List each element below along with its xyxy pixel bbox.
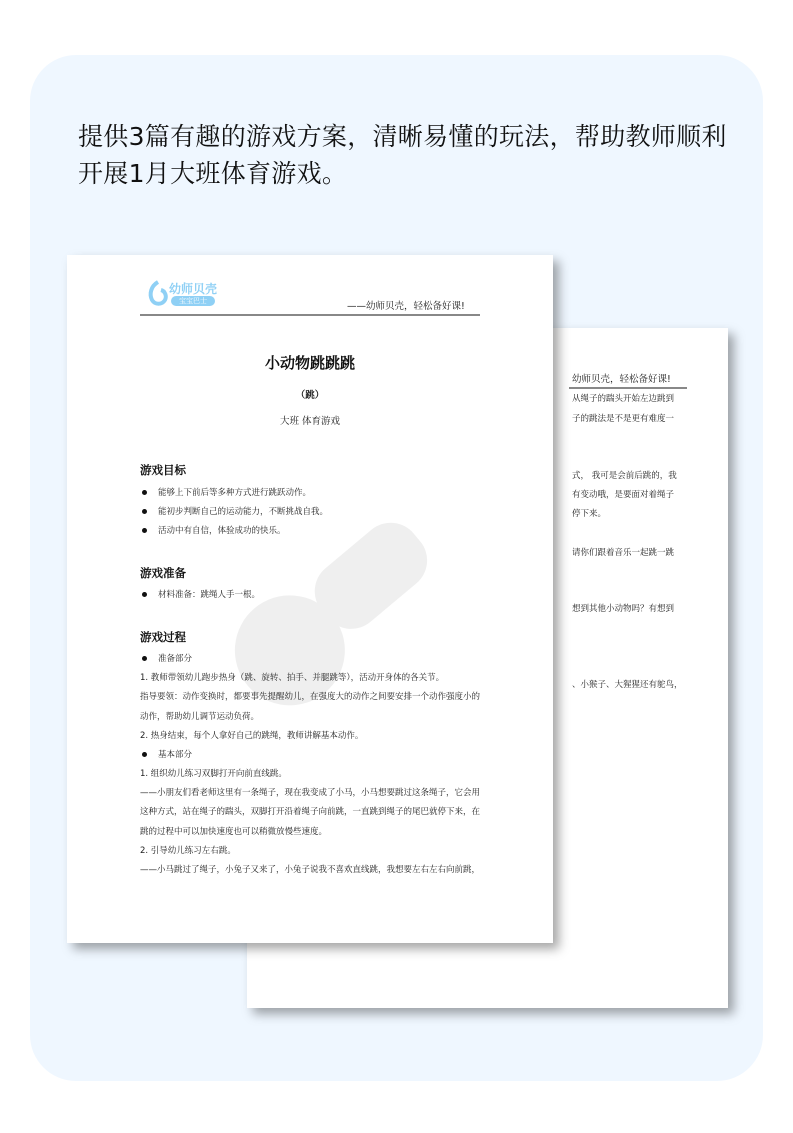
text-line: ——小朋友们看老师这里有一条绳子，现在我变成了小马，小马想要跳过这条绳子，它会用 — [140, 788, 481, 798]
bullet-icon — [142, 509, 147, 514]
text-line: 有变动哦，是要面对着绳子 — [572, 490, 675, 500]
text-line: 动作，帮助幼儿调节运动负荷。 — [140, 712, 260, 722]
logo-subtext: 宝宝巴士 — [171, 296, 215, 306]
header-rule — [140, 314, 480, 316]
shell-logo-icon — [147, 280, 169, 306]
section-heading: 游戏过程 — [140, 630, 186, 644]
text-line: 1. 组织幼儿练习双脚打开向前直线跳。 — [140, 769, 287, 779]
text-line: 、小猴子、大猩猩还有鸵鸟， — [572, 680, 683, 690]
bullet-icon — [142, 752, 147, 757]
doc-subtitle: （跳） — [295, 390, 325, 401]
list-item: 材料准备：跳绳人手一根。 — [158, 590, 261, 600]
text-line: ——小马跳过了绳子，小兔子又来了，小兔子说我不喜欢直线跳，我想要左右左右向前跳， — [140, 865, 481, 875]
text-line: 停下来。 — [572, 509, 607, 519]
list-item: 活动中有自信，体验成功的快乐。 — [158, 526, 286, 536]
page-slogan: 幼师贝壳，轻松备好课! — [572, 374, 671, 385]
text-line: 2. 热身结束，每个人拿好自己的跳绳，教师讲解基本动作。 — [140, 731, 364, 741]
header-rule — [569, 387, 687, 389]
text-line: 想到其他小动物吗？有想到 — [572, 604, 675, 614]
text-line: 从绳子的踹头开始左边跳到 — [572, 394, 675, 404]
headline: 提供3篇有趣的游戏方案，清晰易懂的玩法，帮助教师顺利开展1月大班体育游戏。 — [78, 122, 727, 188]
bullet-icon — [142, 656, 147, 661]
list-item: 能初步判断自己的运动能力，不断挑战自我。 — [158, 507, 329, 517]
document-page-front — [67, 255, 553, 943]
text-line: 跳的过程中可以加快速度也可以稍微放慢些速度。 — [140, 827, 328, 837]
doc-title: 小动物跳跳跳 — [264, 354, 355, 372]
text-line: 请你们跟着音乐一起跳一跳 — [572, 548, 675, 558]
logo — [147, 280, 237, 308]
text-line: 式， 我可是会前后跳的，我 — [572, 471, 677, 481]
section-heading: 游戏准备 — [140, 566, 186, 580]
text-line: 这种方式，站在绳子的踹头，双脚打开沿着绳子向前跳，一直跳到绳子的尾巴就停下来，在 — [140, 807, 481, 817]
list-item: 能够上下前后等多种方式进行跳跃动作。 — [158, 488, 312, 498]
page-slogan: ——幼师贝壳，轻松备好课! — [347, 301, 465, 312]
bullet-icon — [142, 528, 147, 533]
list-item: 基本部分 — [158, 750, 193, 760]
text-line: 1. 教师带领幼儿跑步热身（跳、旋转、拍手、并腿跳等），活动开身体的各关节。 — [140, 673, 445, 683]
text-line: 2. 引导幼儿练习左右跳。 — [140, 846, 236, 856]
section-heading: 游戏目标 — [140, 463, 186, 477]
logo-text: 幼师贝壳 — [169, 282, 218, 296]
text-line: 子的跳法是不是更有难度一 — [572, 414, 675, 424]
doc-category: 大班 体育游戏 — [279, 416, 341, 427]
list-item: 准备部分 — [158, 654, 193, 664]
text-line: 指导要领：动作变换时，都要事先提醒幼儿，在强度大的动作之间要安排一个动作强度小的 — [140, 692, 481, 702]
bullet-icon — [142, 490, 147, 495]
bullet-icon — [142, 592, 147, 597]
